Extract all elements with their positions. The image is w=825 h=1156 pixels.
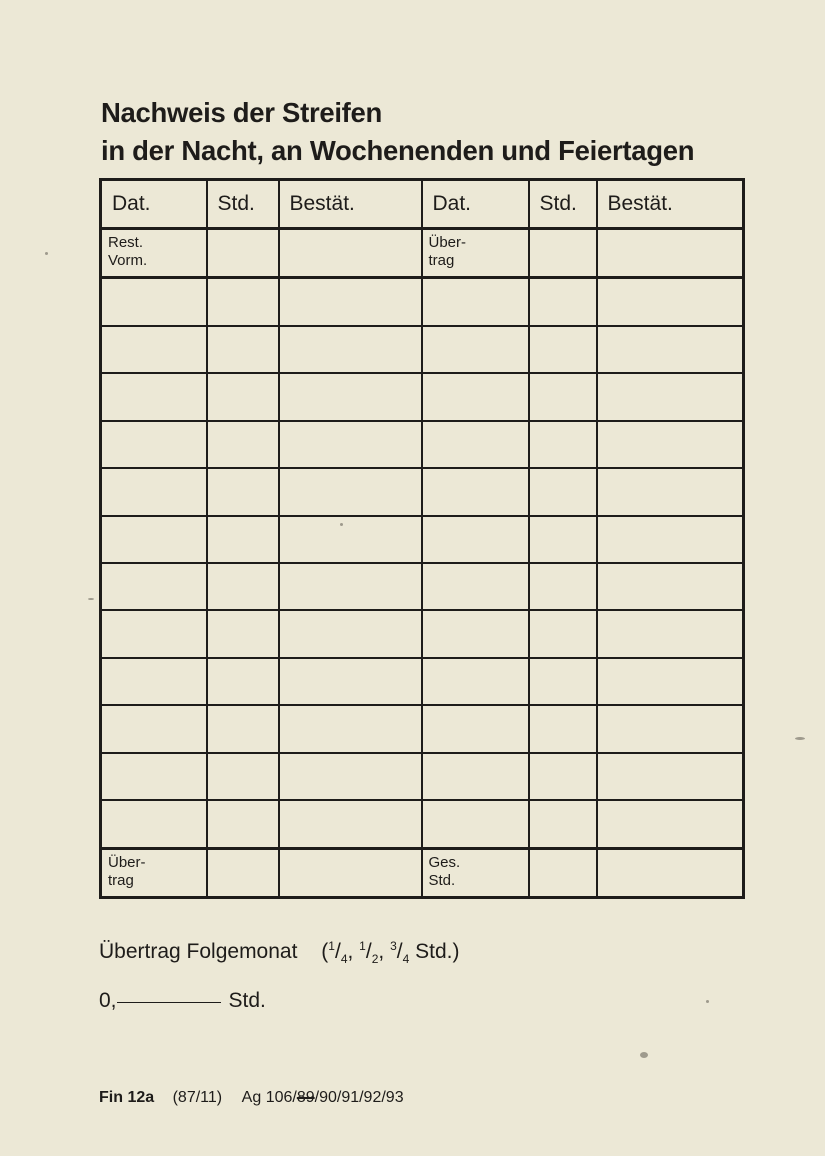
carry-out-label-1: Über-: [108, 853, 146, 871]
table-cell[interactable]: [207, 848, 279, 898]
table-cell[interactable]: [422, 278, 529, 326]
table-cell[interactable]: [279, 848, 422, 898]
table-row: [101, 278, 744, 326]
table-cell[interactable]: [101, 468, 207, 515]
table-cell[interactable]: [279, 468, 422, 515]
table-cell[interactable]: [422, 753, 529, 800]
table-cell[interactable]: [101, 705, 207, 752]
struck-year: 89: [296, 1089, 315, 1106]
table-row: [101, 753, 744, 800]
table-cell[interactable]: [101, 326, 207, 373]
table-cell[interactable]: [101, 373, 207, 420]
carry-in-label-cell: [422, 229, 529, 278]
header-confirmed-left: Bestät.: [279, 180, 422, 229]
header-hours-left: Std.: [207, 180, 279, 229]
table-cell[interactable]: [101, 278, 207, 326]
table-cell[interactable]: [422, 421, 529, 468]
table-cell[interactable]: [529, 610, 597, 657]
form-footer: [99, 1089, 404, 1107]
table-cell[interactable]: [279, 373, 422, 420]
form-revision: (87/11): [172, 1089, 223, 1106]
table-cell[interactable]: [101, 610, 207, 657]
table-cell[interactable]: [101, 753, 207, 800]
carry-out-label-cell: [101, 848, 207, 898]
table-cell[interactable]: [279, 229, 422, 278]
half-numerator: 1: [359, 939, 366, 953]
table-row: [101, 705, 744, 752]
table-cell[interactable]: [207, 753, 279, 800]
carry-in-label-1: Über-: [428, 234, 467, 251]
table-cell[interactable]: [529, 705, 597, 752]
header-hours-right: Std.: [529, 180, 597, 229]
zero-prefix: 0,: [99, 989, 117, 1012]
table-row: [101, 800, 744, 848]
table-row: [101, 658, 744, 705]
table-cell[interactable]: [529, 421, 597, 468]
table-cell[interactable]: [101, 421, 207, 468]
paper-speck: [795, 737, 805, 740]
table-cell[interactable]: [422, 658, 529, 705]
table-cell[interactable]: [597, 229, 744, 278]
table-cell[interactable]: [207, 705, 279, 752]
table-cell[interactable]: [597, 753, 744, 800]
table-row: [101, 421, 744, 468]
paper-speck: [88, 598, 94, 600]
table-cell[interactable]: [101, 563, 207, 610]
table-cell[interactable]: [422, 516, 529, 563]
table-cell[interactable]: [597, 373, 744, 420]
table-cell[interactable]: [207, 326, 279, 373]
table-cell[interactable]: [422, 468, 529, 515]
rest-previous-month-label-cell: [101, 229, 207, 278]
patrol-log-table: [99, 178, 745, 899]
header-date-left: Dat.: [101, 180, 207, 229]
table-cell[interactable]: [597, 421, 744, 468]
table-cell[interactable]: [279, 800, 422, 848]
quarter-numerator: 1: [328, 939, 335, 953]
header-confirmed-right: Bestät.: [597, 180, 744, 229]
table-cell[interactable]: [597, 468, 744, 515]
table-cell[interactable]: [597, 848, 744, 898]
table-cell[interactable]: [597, 800, 744, 848]
fraction-hint: ($^1/_4$, $^1/_2$, $^3/_4$ Std.): [321, 939, 460, 967]
ag-prefix: Ag 106/: [241, 1089, 297, 1106]
table-cell[interactable]: [422, 373, 529, 420]
table-cell[interactable]: [422, 563, 529, 610]
rest-label: Rest.: [108, 234, 144, 251]
total-hours-label-cell: [422, 848, 529, 898]
table-cell[interactable]: [207, 421, 279, 468]
table-cell[interactable]: [279, 658, 422, 705]
table-cell[interactable]: [279, 705, 422, 752]
paper-speck: [706, 1000, 709, 1003]
table-cell[interactable]: [279, 278, 422, 326]
three-quarter-numerator: 3: [390, 939, 397, 953]
three-quarter-denominator: 4: [402, 952, 410, 967]
table-cell[interactable]: [529, 800, 597, 848]
form-title-line-2: in der Nacht, an Wochenenden und Feiertagen: [101, 135, 695, 166]
table-cell[interactable]: [597, 563, 744, 610]
table-row: [101, 516, 744, 563]
carry-over-hours-field: [99, 989, 266, 1013]
table-row: [101, 468, 744, 515]
table-cell[interactable]: [207, 229, 279, 278]
carry-over-next-month: [99, 939, 460, 967]
table-cell[interactable]: [207, 516, 279, 563]
form-title: [101, 94, 694, 170]
table-cell[interactable]: [422, 800, 529, 848]
table-cell[interactable]: [207, 373, 279, 420]
totals-row: [101, 848, 744, 898]
table-cell[interactable]: [279, 516, 422, 563]
table-cell[interactable]: [529, 753, 597, 800]
table-cell[interactable]: [279, 753, 422, 800]
table-cell[interactable]: [529, 326, 597, 373]
table-cell[interactable]: [422, 705, 529, 752]
table-cell[interactable]: [207, 658, 279, 705]
table-cell[interactable]: [207, 800, 279, 848]
carry-in-label-2: trag: [428, 252, 455, 269]
table-cell[interactable]: [279, 421, 422, 468]
table-cell[interactable]: [207, 563, 279, 610]
half-denominator: 2: [371, 952, 379, 967]
carry-over-unit: Std.): [415, 940, 460, 963]
paper-speck: [640, 1052, 648, 1058]
table-cell[interactable]: [597, 610, 744, 657]
table-cell[interactable]: [597, 658, 744, 705]
table-cell[interactable]: [529, 658, 597, 705]
table-cell[interactable]: [529, 373, 597, 420]
form-code: Fin 12a: [99, 1089, 155, 1106]
table-cell[interactable]: [529, 229, 597, 278]
table-header-row: [101, 180, 744, 229]
table-row: [101, 326, 744, 373]
table-cell[interactable]: [529, 563, 597, 610]
table-cell[interactable]: [207, 468, 279, 515]
table-cell[interactable]: [207, 610, 279, 657]
table-cell[interactable]: [422, 610, 529, 657]
table-cell[interactable]: [101, 658, 207, 705]
table-cell[interactable]: [279, 610, 422, 657]
quarter-denominator: 4: [340, 952, 348, 967]
table-row: [101, 563, 744, 610]
table-cell[interactable]: [529, 278, 597, 326]
header-date-right: Dat.: [422, 180, 529, 229]
table-cell[interactable]: [597, 278, 744, 326]
form-title-line-1: Nachweis der Streifen: [101, 97, 383, 128]
carry-over-label: Übertrag Folgemonat: [99, 940, 298, 963]
carry-out-label-2: trag: [108, 871, 134, 889]
table-cell[interactable]: [422, 326, 529, 373]
table-row: [101, 373, 744, 420]
table-cell[interactable]: [597, 705, 744, 752]
table-cell[interactable]: [207, 278, 279, 326]
hours-label: Std.: [428, 871, 456, 889]
table-cell[interactable]: [279, 563, 422, 610]
table-cell[interactable]: [597, 326, 744, 373]
table-cell[interactable]: [529, 848, 597, 898]
table-cell[interactable]: [529, 468, 597, 515]
table-cell[interactable]: [101, 516, 207, 563]
table-cell[interactable]: [597, 516, 744, 563]
years-list: /90/91/92/93: [314, 1089, 404, 1106]
table-cell[interactable]: [529, 516, 597, 563]
table-cell[interactable]: [101, 800, 207, 848]
table-row: [101, 610, 744, 657]
carry-in-row: [101, 229, 744, 278]
previous-month-label: Vorm.: [108, 252, 148, 269]
total-label: Ges.: [428, 853, 461, 871]
paper-speck: [340, 523, 343, 526]
table-cell[interactable]: [279, 326, 422, 373]
open-paren: (: [321, 940, 329, 963]
paper-speck: [45, 252, 48, 255]
hours-blank-line[interactable]: [117, 1002, 221, 1003]
hours-unit: Std.: [228, 989, 266, 1012]
